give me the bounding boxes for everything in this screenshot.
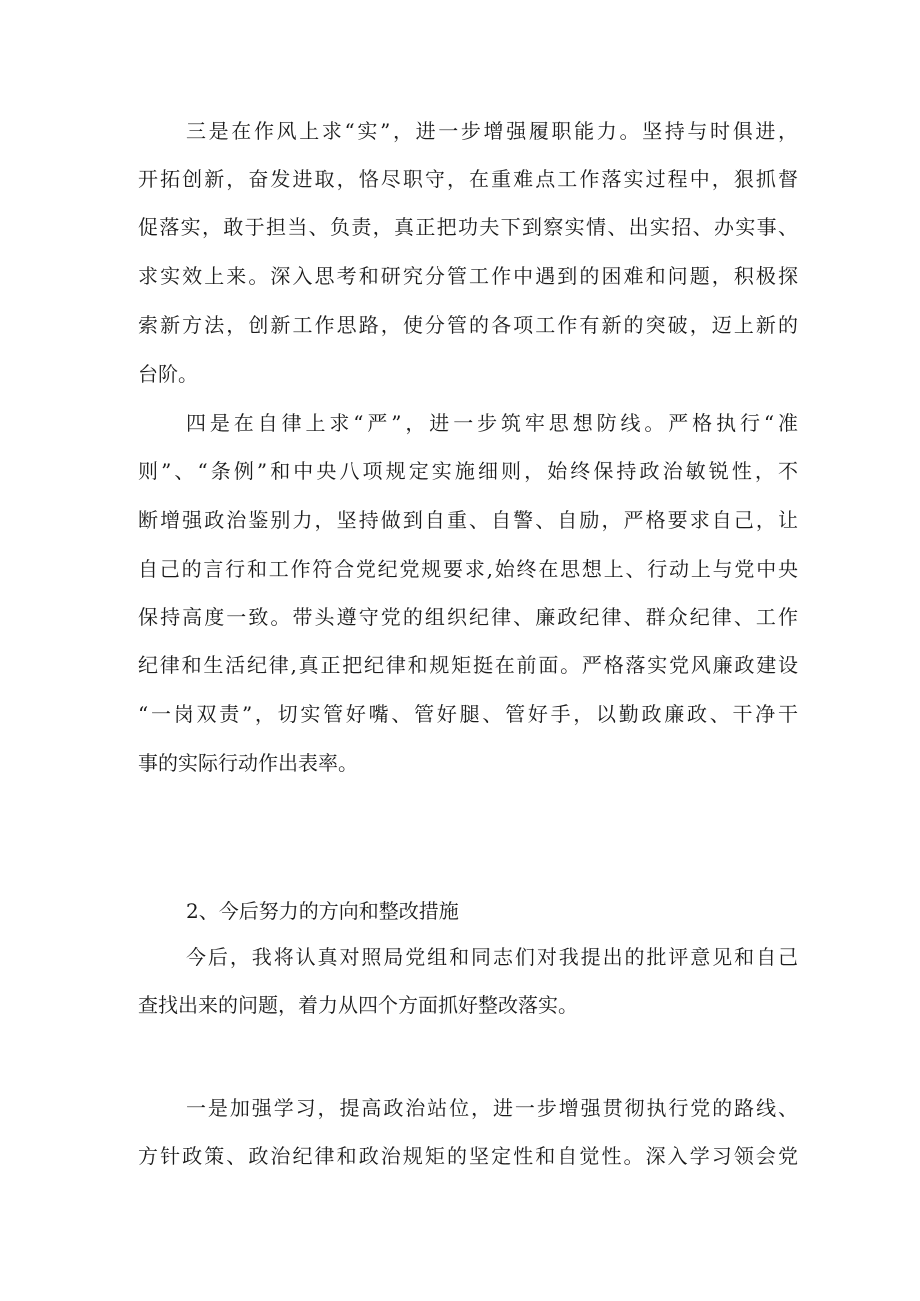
intro-line-1: 今后，我将认真对照局党组和同志们对我提出的批评意见和自己 [186,945,798,969]
paragraph-si-line-1: 四是在自律上求“严”，进一步筑牢思想防线。严格执行“准 [186,411,798,435]
point-one-line-2: 方针政策、政治纪律和政治规矩的坚定性和自觉性。深入学习领会党 [138,1144,798,1168]
paragraph-san-line-1: 三是在作风上求“实”，进一步增强履职能力。坚持与时俱进， [186,119,798,143]
paragraph-san-line-3: 促落实，敢于担当、负责，真正把功夫下到察实情、出实招、办实事、 [138,215,798,239]
paragraph-san-line-4: 求实效上来。深入思考和研究分管工作中遇到的困难和问题，积极探 [138,264,798,288]
paragraph-si-line-8: 事的实际行动作出表率。 [138,751,358,775]
point-one-line-1: 一是加强学习，提高政治站位，进一步增强贯彻执行党的路线、 [186,1096,798,1120]
intro-line-2: 查找出来的问题，着力从四个方面抓好整改落实。 [138,993,578,1017]
paragraph-si-line-3: 断增强政治鉴别力，坚持做到自重、自警、自励，严格要求自己，让 [138,508,798,532]
paragraph-san-line-2: 开拓创新，奋发进取，恪尽职守，在重难点工作落实过程中，狠抓督 [138,167,798,191]
paragraph-san-line-6: 台阶。 [138,362,198,386]
paragraph-si-line-7: “一岗双责”，切实管好嘴、管好腿、管好手，以勤政廉政、干净干 [138,702,798,726]
paragraph-si-line-4: 自己的言行和工作符合党纪党规要求,始终在思想上、行动上与党中央 [138,557,798,581]
paragraph-san-line-5: 索新方法，创新工作思路，使分管的各项工作有新的突破，迈上新的 [138,313,798,337]
paragraph-si-line-5: 保持高度一致。带头遵守党的组织纪律、廉政纪律、群众纪律、工作 [138,605,798,629]
paragraph-si-line-6: 纪律和生活纪律,真正把纪律和规矩挺在前面。严格落实党风廉政建设 [138,653,798,677]
paragraph-si-line-2: 则”、“条例”和中央八项规定实施细则，始终保持政治敏锐性，不 [138,459,798,483]
section-heading: 2、今后努力的方向和整改措施 [186,899,459,923]
